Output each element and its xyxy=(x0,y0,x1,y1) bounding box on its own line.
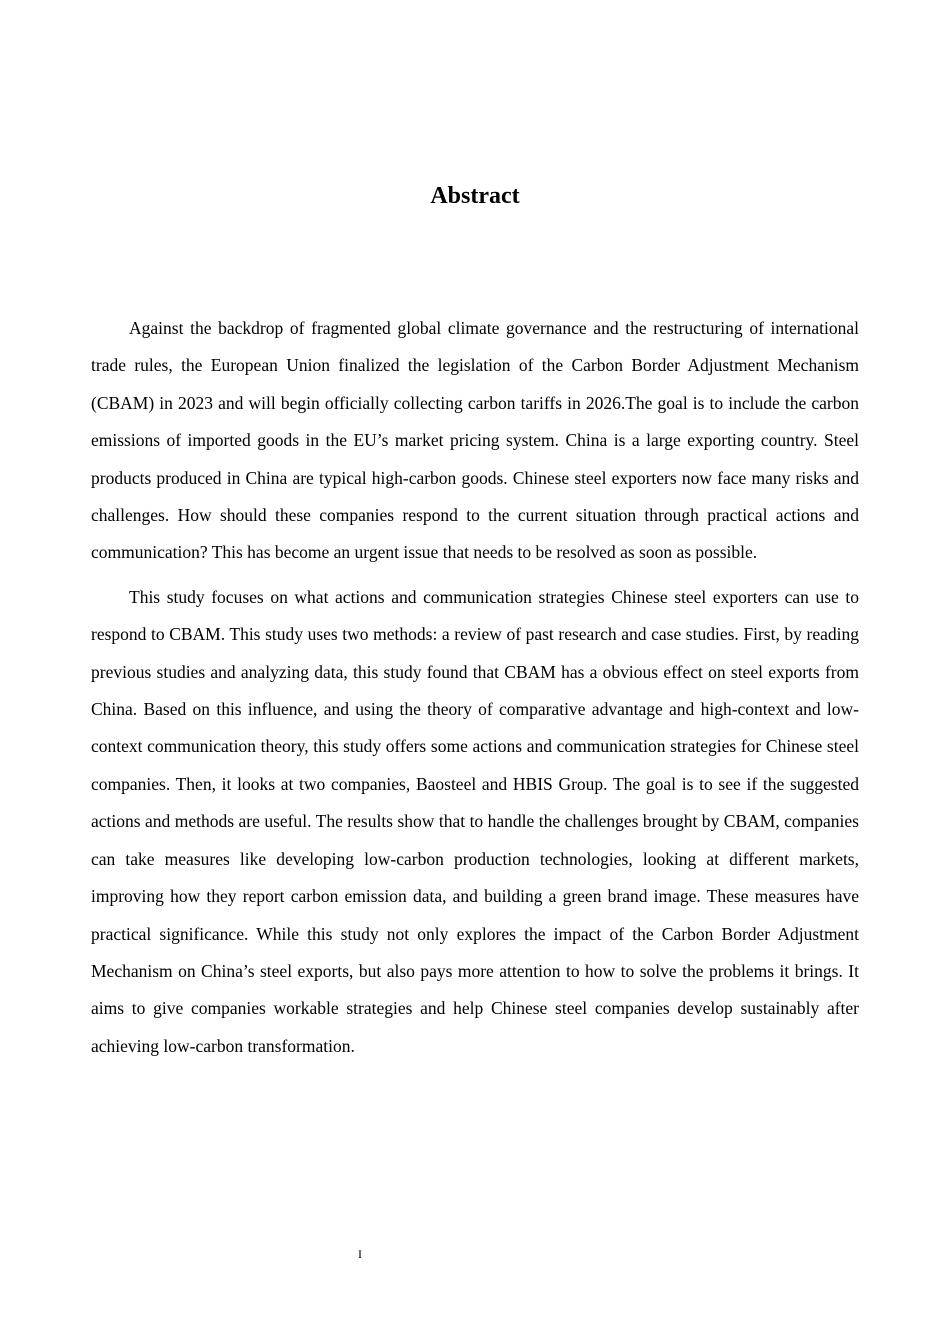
page-title: Abstract xyxy=(430,183,520,209)
page-number: I xyxy=(358,1247,362,1261)
abstract-body xyxy=(91,310,859,1072)
abstract-paragraph-1: Against the backdrop of fragmented global climate governance and the restructuring of international trade rules, the European Union finalized the legislation of the Carbon Border Adjustment Mechanism (CBAM) in 2023 and will begin officially collecting carbon tariffs in 2026.The goal is to include the carbon emissions of imported goods in the EU’s market pricing system. China is a large exporting country. Steel products produced in China are typical high-carbon goods. Chinese steel exporters now face many risks and challenges. How should these companies respond to the current situation through practical actions and communication? This has become an urgent issue that needs to be resolved as soon as possible. xyxy=(91,318,859,563)
abstract-paragraph-2: This study focuses on what actions and communication strategies Chinese steel exporters can use to respond to CBAM. This study uses two methods: a review of past research and case studies. First, by reading previous studies and analyzing data, this study found that CBAM has a obvious effect on steel exports from China. Based on this influence, and using the theory of comparative advantage and high-context and low-context communication theory, this study offers some actions and communication strategies for Chinese steel companies. Then, it looks at two companies, Baosteel and HBIS Group. The goal is to see if the suggested actions and methods are useful. The results show that to handle the challenges brought by CBAM, companies can take measures like developing low-carbon production technologies, looking at different markets, improving how they report carbon emission data, and building a green brand image. These measures have practical significance. While this study not only explores the impact of the Carbon Border Adjustment Mechanism on China’s steel exports, but also pays more attention to how to solve the problems it brings. It aims to give companies workable strategies and help Chinese steel companies develop sustainably after achieving low-carbon transformation. xyxy=(91,586,859,1056)
